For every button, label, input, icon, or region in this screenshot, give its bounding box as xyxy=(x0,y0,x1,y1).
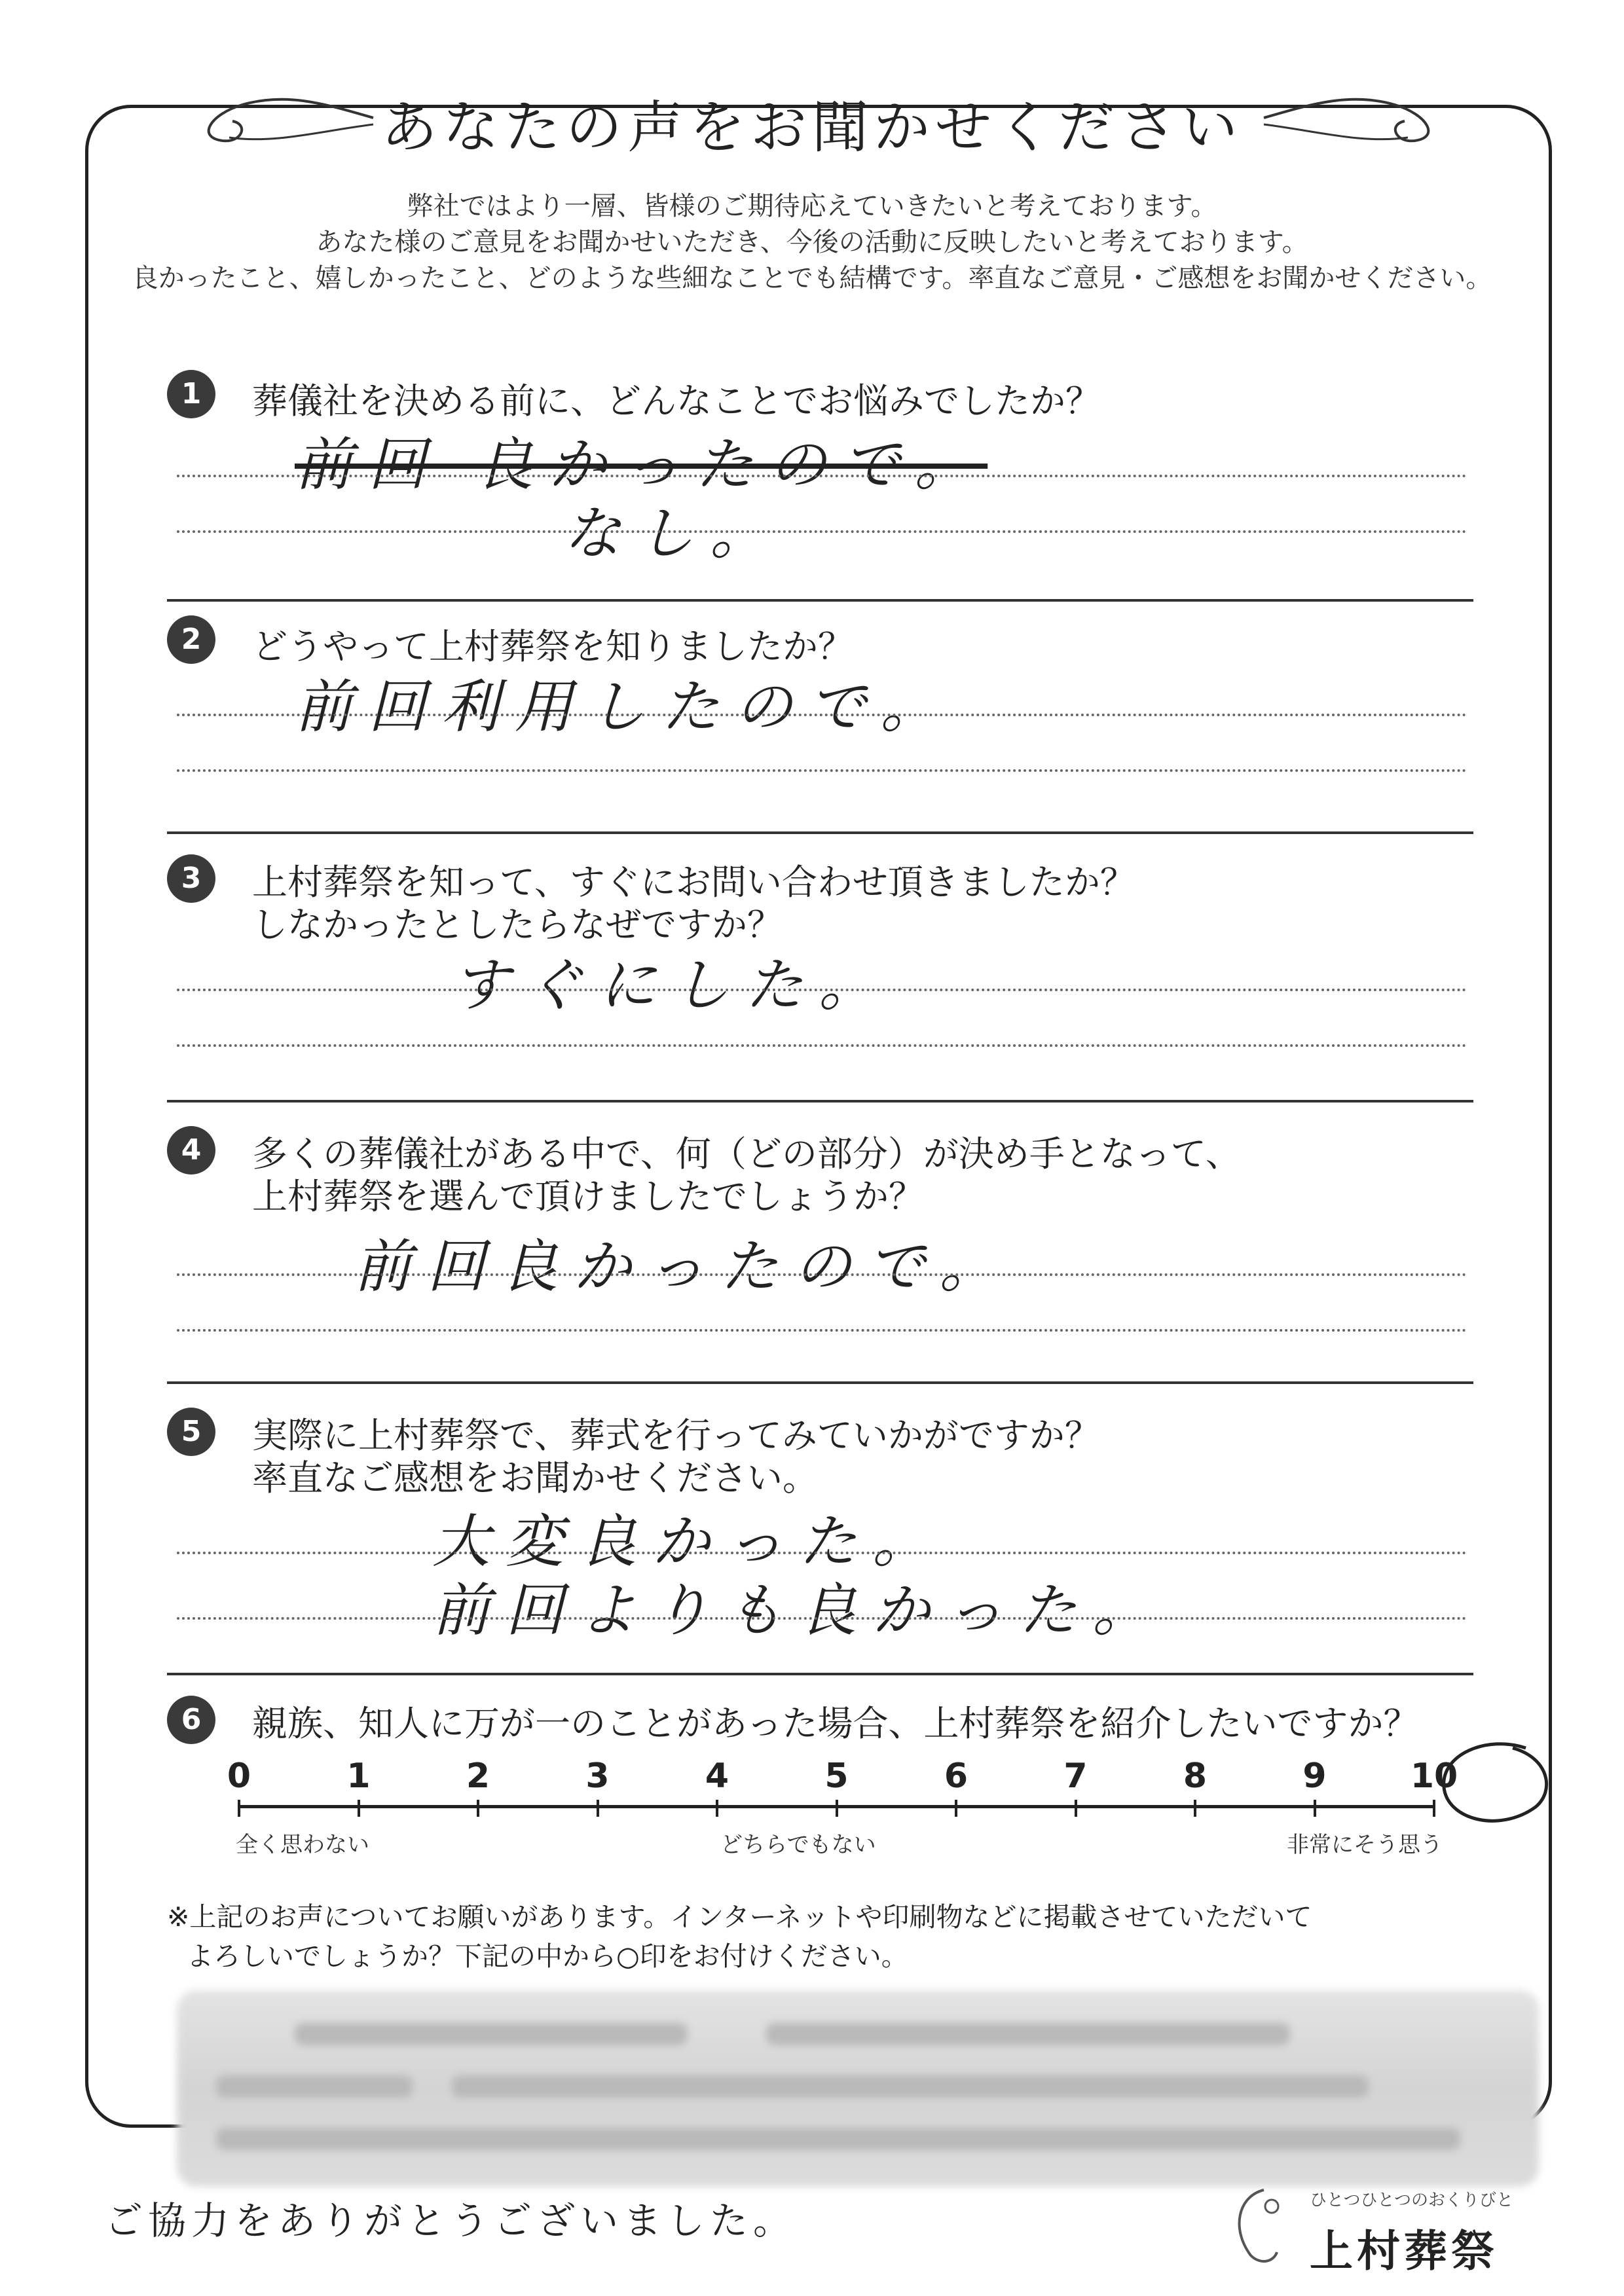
scale-tick xyxy=(477,1800,479,1817)
scale-number-3: 3 xyxy=(585,1757,610,1796)
section-divider xyxy=(167,1100,1473,1102)
question-3-text-line-1: 上村葬祭を知って、すぐにお問い合わせ頂きましたか？ xyxy=(252,862,1135,903)
scale-label-low: 全く思わない xyxy=(236,1832,369,1858)
intro-line-3: 良かったこと、嬉しかったこと、どのような些細なことでも結構です。率直なご意見・ご感想をお聞かせください。 xyxy=(132,263,1492,293)
question-3-number: 3 xyxy=(167,854,215,903)
question-6-text: 親族、知人に万が一のことがあった場合、上村葬祭を紹介したいですか？ xyxy=(252,1703,1419,1744)
question-1-answer-struck: 前回 良かったので。 xyxy=(295,431,988,498)
answer-line xyxy=(177,989,1467,991)
answer-line xyxy=(177,714,1467,716)
answer-line xyxy=(177,1552,1467,1554)
intro-line-2: あなた様のご意見をお聞かせいただき、今後の活動に反映したいと考えております。 xyxy=(316,227,1308,257)
scale-tick xyxy=(716,1800,718,1817)
question-5-text-line-2: 率直なご感想をお聞かせください。 xyxy=(252,1457,818,1499)
question-6-number: 6 xyxy=(167,1696,215,1744)
scale-number-1: 1 xyxy=(346,1757,371,1796)
question-5-answer-line-1: 大変良かった。 xyxy=(432,1508,946,1575)
scale-number-7: 7 xyxy=(1063,1757,1088,1796)
scale-number-4: 4 xyxy=(705,1757,729,1796)
scale-label-mid: どちらでもない xyxy=(720,1832,876,1858)
answer-line xyxy=(177,475,1467,477)
scale-tick xyxy=(1075,1800,1077,1817)
question-2-text: どうやって上村葬祭を知りましたか？ xyxy=(252,626,853,667)
answer-line xyxy=(177,1329,1467,1332)
section-divider xyxy=(167,1673,1473,1675)
consent-note-line-2: よろしいでしょうか？下記の中から○印をお付けください。 xyxy=(187,1941,908,1972)
scale-number-2: 2 xyxy=(466,1757,490,1796)
scale-tick xyxy=(1314,1800,1316,1817)
scale-label-high: 非常にそう思う xyxy=(1287,1832,1443,1858)
scale-tick xyxy=(836,1800,838,1817)
scale-number-9: 9 xyxy=(1302,1757,1327,1796)
thanks-message: ご協力をありがとうございました。 xyxy=(105,2198,797,2243)
page-title: あなたの声をお聞かせください xyxy=(381,95,1243,160)
question-5-answer-line-2: 前回よりも良かった。 xyxy=(432,1576,1166,1644)
question-4-text-line-2: 上村葬祭を選んで頂けましたでしょうか？ xyxy=(252,1176,924,1217)
logo-tagline: ひとつひとつのおくりびと xyxy=(1310,2191,1513,2210)
question-1-number: 1 xyxy=(167,370,215,418)
question-4-number: 4 xyxy=(167,1126,215,1175)
consent-note-line-1: ※上記のお声についてお願いがあります。インターネットや印刷物などに掲載させていただいて xyxy=(167,1901,1312,1933)
answer-line xyxy=(177,530,1467,533)
scale-tick xyxy=(955,1800,957,1817)
question-3-answer: すぐにした。 xyxy=(452,951,893,1019)
company-logo-icon xyxy=(1225,2183,1297,2269)
scale-number-10: 10 xyxy=(1410,1757,1458,1796)
answer-line xyxy=(177,1273,1467,1276)
question-5-text-line-1: 実際に上村葬祭で、葬式を行ってみていかがですか？ xyxy=(252,1415,1100,1456)
scale-number-5: 5 xyxy=(824,1757,849,1796)
answer-line xyxy=(177,769,1467,772)
section-divider xyxy=(167,599,1473,602)
scale-tick xyxy=(358,1800,360,1817)
scale-number-8: 8 xyxy=(1183,1757,1208,1796)
logo-company-name: 上村葬祭 xyxy=(1310,2226,1498,2276)
answer-line xyxy=(177,1617,1467,1620)
scale-tick xyxy=(597,1800,599,1817)
question-5-number: 5 xyxy=(167,1408,215,1456)
selected-rating-circle xyxy=(1428,1728,1559,1840)
answer-line xyxy=(177,1044,1467,1047)
redacted-consent-options xyxy=(177,1990,1539,2187)
scale-tick xyxy=(238,1800,240,1817)
scale-tick xyxy=(1194,1800,1196,1817)
question-4-text-line-1: 多くの葬儀社がある中で、何（どの部分）が決め手となって、 xyxy=(252,1133,1241,1175)
question-1-text: 葬儀社を決める前に、どんなことでお悩みでしたか？ xyxy=(252,380,1101,422)
section-divider xyxy=(167,1381,1473,1384)
section-divider xyxy=(167,831,1473,834)
question-2-number: 2 xyxy=(167,615,215,664)
intro-line-1: 弊社ではより一層、皆様のご期待応えていきたいと考えております。 xyxy=(407,191,1217,221)
question-2-answer: 前回利用したので。 xyxy=(295,673,954,740)
scale-number-6: 6 xyxy=(944,1757,969,1796)
question-1-answer: なし。 xyxy=(563,500,784,567)
question-4-answer: 前回良かったので。 xyxy=(354,1233,1013,1300)
question-3-text-line-2: しなかったとしたらなぜですか？ xyxy=(252,904,783,945)
scale-number-0: 0 xyxy=(227,1757,251,1796)
